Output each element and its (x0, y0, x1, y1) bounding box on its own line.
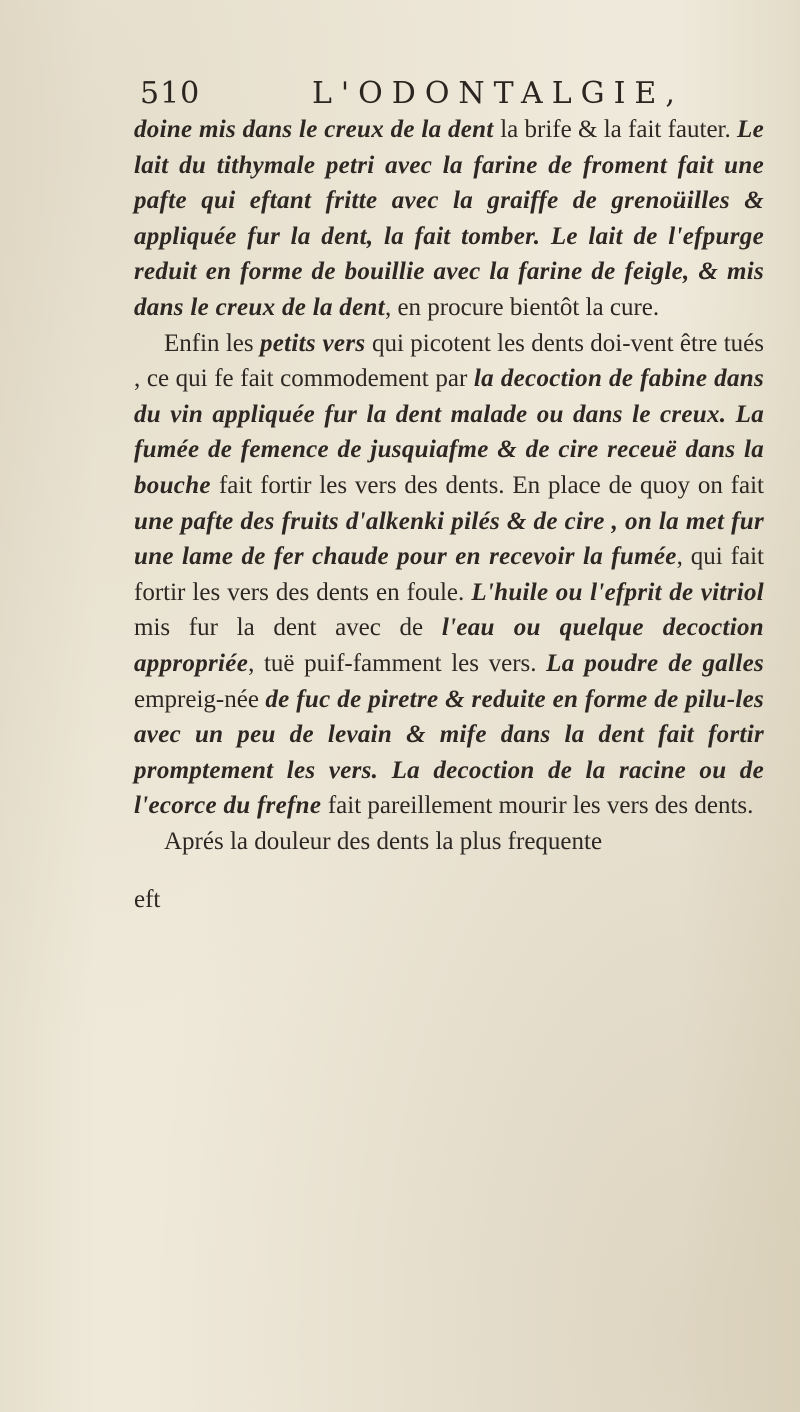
italic-text-segment: l'eau ou quelque decoction appropriée (134, 614, 764, 677)
italic-text-segment: de fuc de piretre & reduite en forme de pilu-les avec un peu de levain & mife dans la dent fait fortir promptement les vers. La decoction de la racine ou de l'ecorce du frefne (134, 685, 764, 820)
italic-text-segment: une pafte des fruits d'alkenki pilés & de cire , on la met fur une lame de fer chaude pour en recevoir la fumée (134, 507, 764, 571)
italic-text-segment: L'huile ou l'efprit de vitriol (471, 578, 764, 606)
text-segment: , qui fait fortir les vers des dents en foule. (134, 543, 764, 606)
paragraph (134, 326, 764, 824)
text-segment: empreig-née (134, 685, 266, 713)
italic-text-segment: doine mis dans le creux de la dent (134, 116, 501, 143)
text-segment: , tuë puif-famment les vers. (248, 649, 547, 677)
text-segment: Enfin les (164, 329, 260, 357)
italic-text-segment: La poudre de galles (546, 649, 764, 677)
paragraph (134, 112, 764, 326)
text-segment: mis fur la dent avec de (134, 614, 442, 642)
page-number: 510 (140, 76, 201, 111)
text-segment: fait fortir les vers des dents. En place de quoy on fait (218, 471, 764, 499)
body-text (134, 112, 764, 859)
italic-text-segment: Le lait du tithymale petri avec la farine de froment fait une pafte qui eftant fritte avec la graiffe de grenoüilles & appliquée fur la dent, la fait tomber. Le lait de l'efpurge reduit en forme de bouillie avec la farine de feigle, & mis dans le creux de la dent (134, 116, 764, 321)
text-segment: fait pareillement mourir les vers des dents. (327, 792, 754, 820)
italic-text-segment: la decoction de fabine dans du vin appliquée fur la dent malade ou dans le creux. La fumée de femence de jusquiafme & de cire receuë dans la bouche (134, 365, 764, 499)
paragraph (134, 824, 764, 860)
text-segment: Aprés la douleur des dents la plus frequente (164, 827, 603, 855)
text-segment: qui picotent les dents doi-vent être tués , ce qui fe fait commodement par (134, 329, 764, 393)
catchword: eft (134, 886, 161, 913)
text-segment: , en procure bientôt la cure. (384, 293, 660, 321)
italic-text-segment: petits vers (259, 329, 373, 357)
text-segment: la brife & la fait fauter. (500, 116, 738, 143)
running-head: L'ODONTALGIE, (312, 76, 684, 111)
